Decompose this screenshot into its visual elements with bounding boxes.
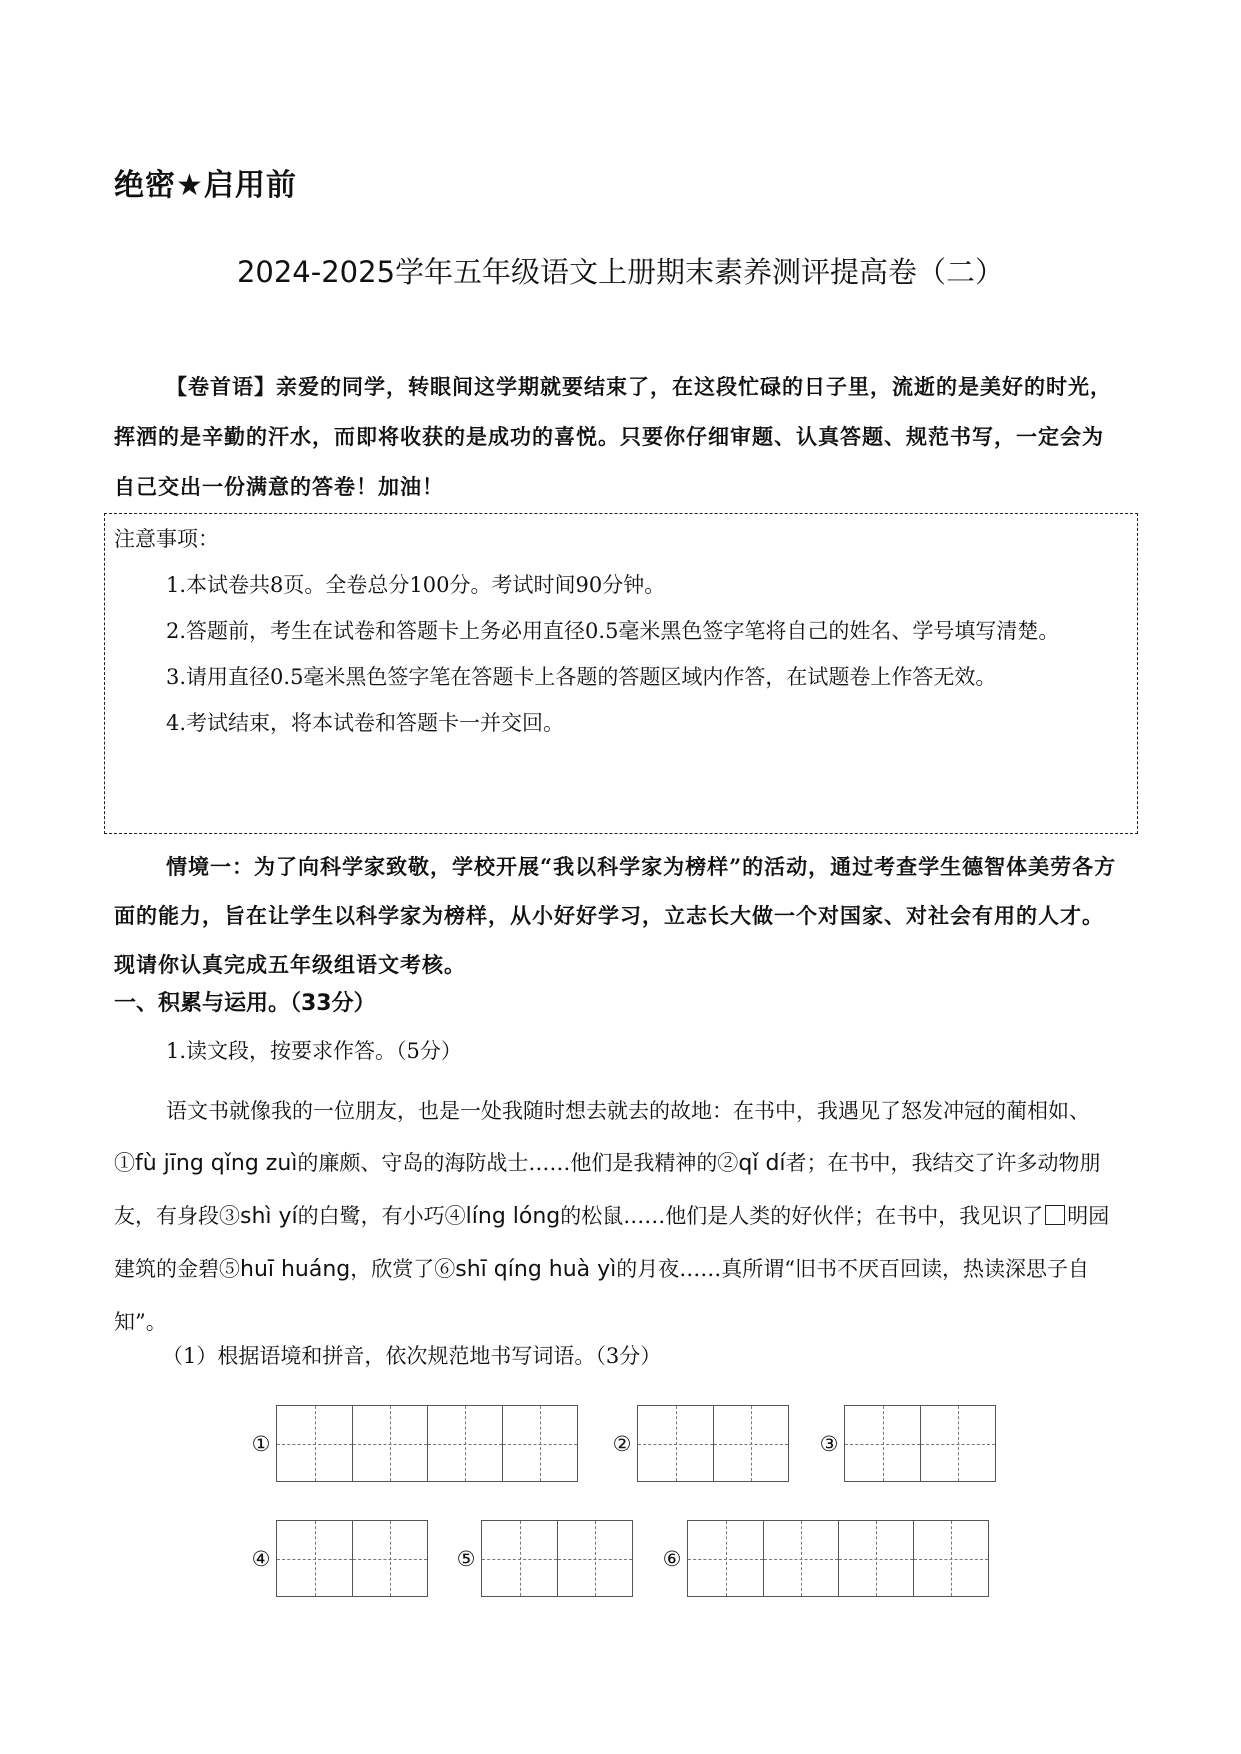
writing-cell[interactable] <box>277 1521 352 1596</box>
grid-cells <box>276 1520 428 1597</box>
preface-paragraph: 【卷首语】亲爱的同学，转眼间这学期就要结束了，在这段忙碌的日子里，流逝的是美好的时光，挥洒的是辛勤的汗水，而即将收获的是成功的喜悦。只要你仔细审题、认真答题、规范书写，一定会为自己交出一份满意的答卷！加油！ <box>114 374 1112 499</box>
circle-number-4: ④ <box>444 1204 466 1228</box>
circle-number-5: ⑤ <box>219 1257 240 1281</box>
notice-item: 2.答题前，考生在试卷和答题卡上务必用直径0.5毫米黑色签字笔将自己的姓名、学号填写清楚。 <box>166 619 1060 643</box>
grid-label-4: ④ <box>251 1546 271 1571</box>
grid-label-6: ⑥ <box>662 1546 682 1571</box>
circle-number-6: ⑥ <box>434 1257 456 1281</box>
pinyin-6: shī qíng huà yì <box>455 1257 617 1282</box>
writing-cell[interactable] <box>763 1521 838 1596</box>
pinyin-5: huī huáng <box>240 1257 351 1282</box>
passage-text: 明园建筑的金碧 <box>114 1204 1110 1281</box>
pinyin-4: líng lóng <box>465 1204 561 1229</box>
passage-text: 的月夜……真所谓“旧书不厌百回读，热读深思子自知”。 <box>114 1257 1089 1334</box>
writing-cell[interactable] <box>688 1521 763 1596</box>
writing-grid-1 <box>248 1405 578 1482</box>
grid-cells <box>844 1405 996 1482</box>
grid-cells <box>481 1520 633 1597</box>
notice-item: 3.请用直径0.5毫米黑色签字笔在答题卡上各题的答题区域内作答，在试题卷上作答无效。 <box>166 665 997 689</box>
pinyin-2: qǐ dí <box>738 1151 786 1176</box>
writing-cell[interactable] <box>482 1521 557 1596</box>
grid-label-1: ① <box>251 1431 271 1456</box>
writing-grid-3 <box>816 1405 996 1482</box>
passage-text: 者；在书中，我结交了许多动物朋友，有身段 <box>114 1151 1101 1228</box>
writing-grid-2 <box>609 1405 789 1482</box>
section-heading: 一、积累与运用。（33分） <box>114 991 376 1016</box>
pinyin-3: shì yí <box>240 1204 298 1229</box>
grid-cells <box>276 1405 578 1482</box>
writing-cell[interactable] <box>352 1406 427 1481</box>
notice-section <box>114 516 1124 746</box>
circle-number-2: ② <box>717 1151 739 1175</box>
secret-label: 绝密★启用前 <box>114 168 297 203</box>
writing-cell[interactable] <box>913 1521 988 1596</box>
scenario-paragraph: 情境一：为了向科学家致敬，学校开展“我以科学家为榜样”的活动，通过考查学生德智体美劳各方面的能力，旨在让学生以科学家为榜样，从小好好学习，立志长大做一个对国家、对社会有用的人才。现请你认真完成五年级组语文考核。 <box>114 854 1117 977</box>
notice-item: 4.考试结束，将本试卷和答题卡一并交回。 <box>166 711 565 735</box>
writing-cell[interactable] <box>427 1406 502 1481</box>
writing-grid-6 <box>659 1520 989 1597</box>
blank-box[interactable] <box>1045 1205 1065 1225</box>
writing-cell[interactable] <box>838 1521 913 1596</box>
passage-text: ，欣赏了 <box>350 1257 435 1281</box>
passage-text: 的松鼠……他们是人类的好伙伴；在书中，我见识了 <box>560 1204 1044 1228</box>
writing-cell[interactable] <box>352 1521 427 1596</box>
notice-item: 1.本试卷共8页。全卷总分100分。考试时间90分钟。 <box>166 573 666 597</box>
grid-label-2: ② <box>612 1431 632 1456</box>
grid-cells <box>687 1520 989 1597</box>
writing-cell[interactable] <box>713 1406 788 1481</box>
circle-number-3: ③ <box>219 1204 240 1228</box>
passage-text: 语文书就像我的一位朋友，也是一处我随时想去就去的故地：在书中，我遇见了怒发冲冠的蔺相如、 <box>166 1099 1090 1123</box>
circle-number-1: ① <box>114 1151 135 1175</box>
writing-grid-5 <box>453 1520 633 1597</box>
page-title: 2024-2025学年五年级语文上册期末素养测评提高卷（二） <box>236 255 1005 289</box>
writing-cell[interactable] <box>557 1521 632 1596</box>
pinyin-1: fù jīng qǐng zuì <box>135 1151 298 1176</box>
sub-question-1: （1）根据语境和拼音，依次规范地书写词语。（3分） <box>162 1344 662 1368</box>
grid-label-3: ③ <box>819 1431 839 1456</box>
passage-text: 的白鹭，有小巧 <box>297 1204 445 1228</box>
writing-cell[interactable] <box>502 1406 577 1481</box>
grid-cells <box>637 1405 789 1482</box>
writing-cell[interactable] <box>277 1406 352 1481</box>
notice-heading: 注意事项： <box>114 527 219 551</box>
writing-grid-4 <box>248 1520 428 1597</box>
question-prompt: 1.读文段，按要求作答。（5分） <box>166 1039 462 1063</box>
writing-cell[interactable] <box>845 1406 920 1481</box>
reading-passage <box>114 1085 1124 1348</box>
grid-label-5: ⑤ <box>456 1546 476 1571</box>
passage-text: 的廉颇、守岛的海防战士……他们是我精神的 <box>297 1151 718 1175</box>
writing-cell[interactable] <box>638 1406 713 1481</box>
writing-cell[interactable] <box>920 1406 995 1481</box>
